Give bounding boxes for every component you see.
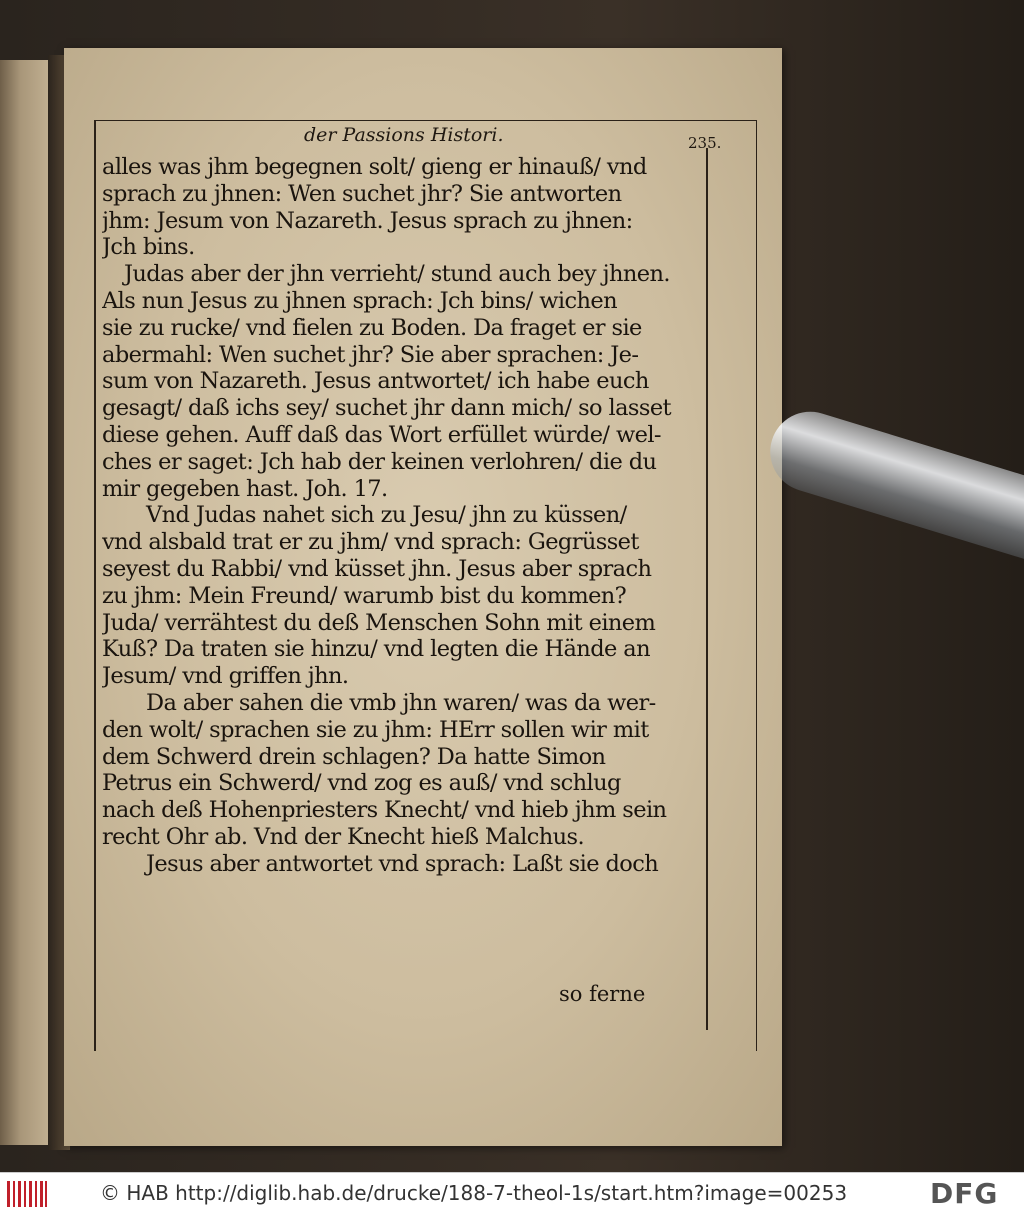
- text-line: mir gegeben hast. Joh. 17.: [102, 475, 388, 502]
- running-head: der Passions Histori.: [304, 124, 504, 146]
- text-line: Kuß? Da traten sie hinzu/ vnd legten die Hände an: [102, 636, 650, 663]
- text-line: Petrus ein Schwerd/ vnd zog es auß/ vnd schlug: [102, 770, 621, 797]
- glass-page-holder: [760, 402, 1024, 566]
- text-block: [102, 154, 702, 878]
- catchword: so ferne: [559, 982, 646, 1006]
- hab-barcode-logo-icon: [6, 1179, 48, 1209]
- page: [64, 48, 782, 1146]
- text-line: alles was jhm begegnen solt/ gieng er hinauß/ vnd: [102, 154, 647, 180]
- text-line: Judas aber der jhn verrieht/ stund auch bey jhnen.: [124, 261, 670, 288]
- text-line: vnd alsbald trat er zu jhm/ vnd sprach: Gegrüsset: [102, 529, 639, 556]
- text-line: den wolt/ sprachen sie zu jhm: HErr sollen wir mit: [102, 716, 649, 743]
- text-line: dem Schwerd drein schlagen? Da hatte Simon: [102, 743, 606, 770]
- text-line: Als nun Jesus zu jhnen sprach: Jch bins/ wichen: [102, 287, 617, 314]
- text-line: diese gehen. Auff daß das Wort erfüllet würde/ wel-: [102, 421, 661, 448]
- text-line: abermahl: Wen suchet jhr? Sie aber sprachen: Je-: [102, 341, 639, 368]
- text-line: recht Ohr ab. Vnd der Knecht hieß Malchus.: [102, 823, 585, 850]
- text-line: sum von Nazareth. Jesus antwortet/ ich habe euch: [102, 368, 649, 395]
- text-line: sprach zu jhnen: Wen suchet jhr? Sie antworten: [102, 180, 622, 207]
- footer-bar: [0, 1172, 1024, 1215]
- text-line: Jesum/ vnd griffen jhn.: [102, 663, 349, 690]
- text-line: Da aber sahen die vmb jhn waren/ was da wer-: [146, 689, 656, 716]
- page-number: 235.: [688, 134, 722, 152]
- text-line: sie zu rucke/ vnd fielen zu Boden. Da fraget er sie: [102, 314, 642, 341]
- text-line: Juda/ verrähtest du deß Menschen Sohn mit einem: [102, 609, 656, 636]
- text-line: Vnd Judas nahet sich zu Jesu/ jhn zu küssen/: [146, 502, 627, 529]
- copyright-link[interactable]: © HAB http://diglib.hab.de/drucke/188-7-theol-1s/start.htm?image=00253: [100, 1181, 848, 1205]
- text-line: ches er saget: Jch hab der keinen verlohren/ die du: [102, 448, 657, 475]
- text-line: seyest du Rabbi/ vnd küsset jhn. Jesus aber sprach: [102, 555, 652, 582]
- text-line: gesagt/ daß ichs sey/ suchet jhr dann mich/ so lasset: [102, 395, 671, 422]
- text-line: jhm: Jesum von Nazareth. Jesus sprach zu jhnen:: [102, 207, 633, 234]
- text-line: Jch bins.: [102, 234, 195, 261]
- text-line: Jesus aber antwortet vnd sprach: Laßt sie doch: [146, 850, 659, 877]
- text-line: zu jhm: Mein Freund/ warumb bist du kommen?: [102, 582, 627, 609]
- text-line: nach deß Hohenpriesters Knecht/ vnd hieb jhm sein: [102, 797, 667, 824]
- dfg-logo: DFG: [930, 1177, 999, 1210]
